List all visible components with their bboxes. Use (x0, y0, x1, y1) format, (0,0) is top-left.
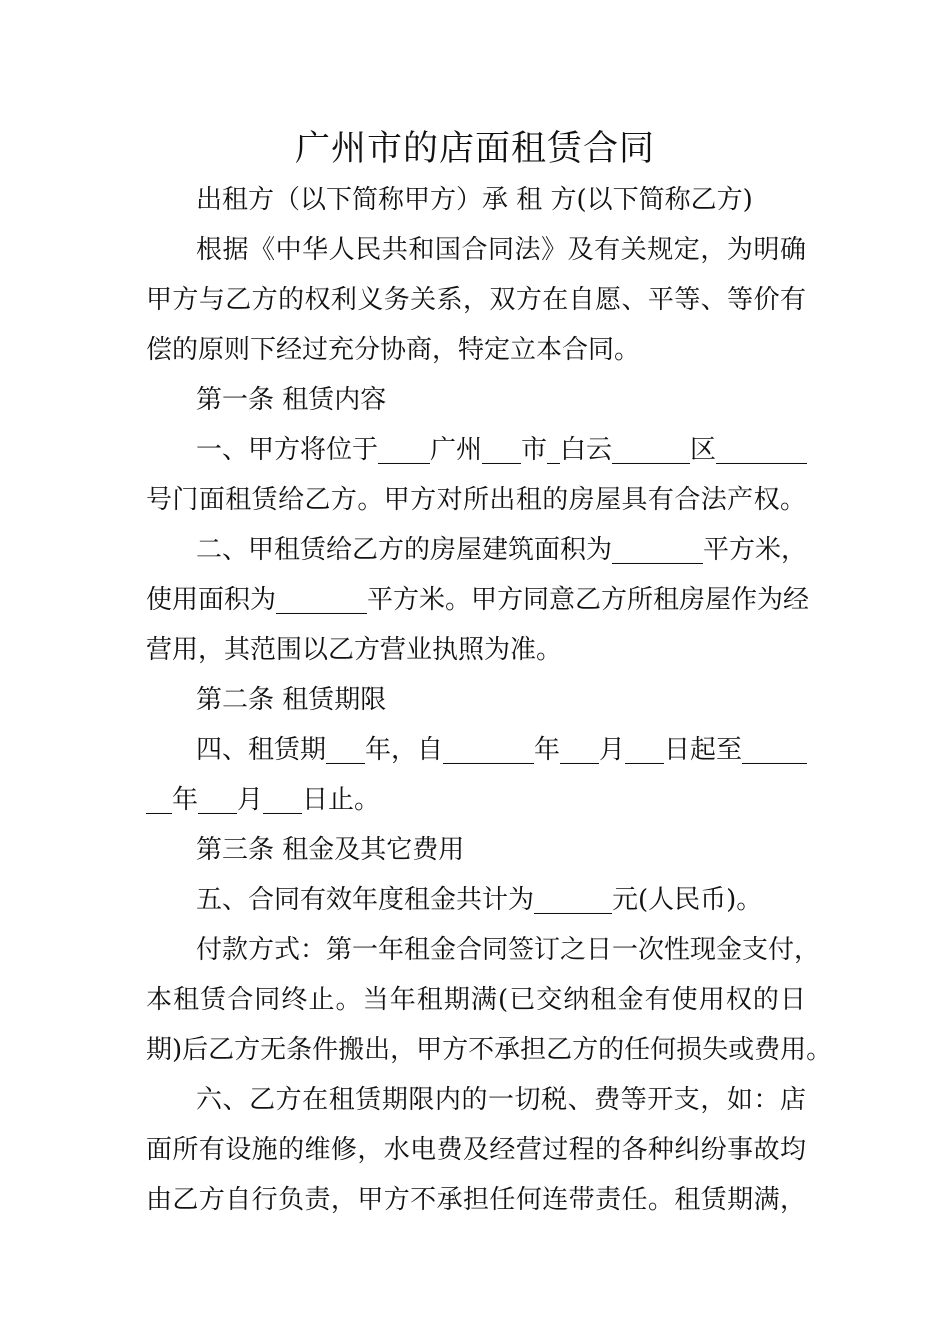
clause-4-line-1: 四、租赁期___年，自_______年___月___日起至_____ (196, 735, 808, 765)
article-1-heading: 第一条 租赁内容 (196, 385, 387, 415)
clause-4-line-2: __年___月___日止。 (146, 785, 381, 815)
parties-line: 出租方（以下简称甲方）承 租 方(以下简称乙方) (196, 185, 753, 215)
preamble-line-1: 根据《中华人民共和国合同法》及有关规定，为明确 (196, 235, 806, 265)
payment-line-2: 本租赁合同终止。当年租期满(已交纳租金有使用权的日 (146, 985, 806, 1015)
clause-1-line-1: 一、甲方将位于____广州___市_白云______区_______ (196, 435, 808, 465)
document-title: 广州市的店面租赁合同 (294, 129, 655, 169)
clause-2-line-2: 使用面积为_______平方米。甲方同意乙方所租房屋作为经 (146, 585, 810, 615)
clause-1-line-2: 号门面租赁给乙方。甲方对所出租的房屋具有合法产权。 (146, 485, 806, 515)
article-3-heading: 第三条 租金及其它费用 (196, 835, 465, 865)
clause-2-line-1: 二、甲租赁给乙方的房屋建筑面积为_______平方米， (196, 535, 808, 565)
clause-2-line-3: 营用，其范围以乙方营业执照为准。 (146, 635, 563, 665)
clause-6-line-2: 面所有设施的维修，水电费及经营过程的各种纠纷事故均 (146, 1135, 806, 1165)
article-2-heading: 第二条 租赁期限 (196, 685, 387, 715)
clause-6-line-3: 由乙方自行负责，甲方不承担任何连带责任。租赁期满， (146, 1185, 806, 1215)
payment-line-3: 期)后乙方无条件搬出，甲方不承担乙方的任何损失或费用。 (146, 1035, 833, 1065)
preamble-line-2: 甲方与乙方的权利义务关系，双方在自愿、平等、等价有 (146, 285, 806, 315)
clause-5-line-1: 五、合同有效年度租金共计为______元(人民币)。 (196, 885, 763, 915)
preamble-line-3: 偿的原则下经过充分协商，特定立本合同。 (146, 335, 641, 365)
payment-line-1: 付款方式：第一年租金合同签订之日一次性现金支付， (196, 935, 821, 965)
clause-6-line-1: 六、乙方在租赁期限内的一切税、费等开支，如：店 (196, 1085, 806, 1115)
